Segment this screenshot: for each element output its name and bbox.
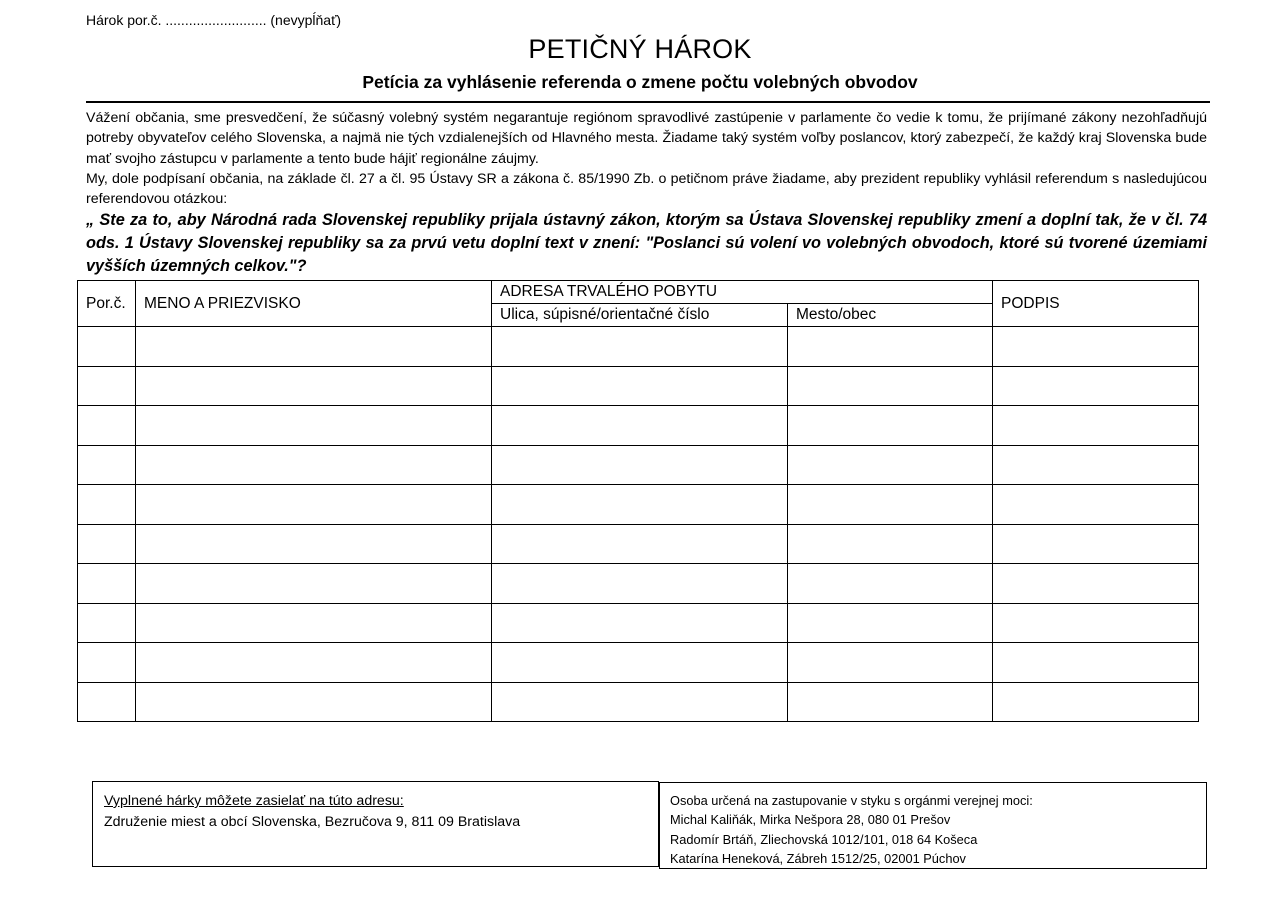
cell-street[interactable] <box>492 524 788 564</box>
representative-1: Michal Kaliňák, Mirka Nešpora 28, 080 01 Prešov <box>670 812 951 828</box>
table-row <box>78 445 1199 485</box>
cell-city[interactable] <box>788 406 993 446</box>
cell-signature[interactable] <box>993 524 1199 564</box>
cell-number[interactable] <box>78 445 136 485</box>
page-title: PETIČNÝ HÁROK <box>528 34 752 64</box>
cell-number[interactable] <box>78 682 136 722</box>
cell-name[interactable] <box>136 603 492 643</box>
referendum-question: „ Ste za to, aby Národná rada Slovenskej republiky prijala ústavný zákon, ktorým sa Ústava Slovenskej republiky zmení a doplní tak, že v čl. 74 ods. 1 Ústavy Slovenskej republiky sa za prvú vetu doplní text v znení: "Poslanci sú volení vo volebných obvodoch, ktoré sú tvorené územiami vyšších územných celkov."? <box>86 211 1207 276</box>
cell-number[interactable] <box>78 327 136 367</box>
cell-city[interactable] <box>788 485 993 525</box>
table-row <box>78 564 1199 604</box>
cell-city[interactable] <box>788 327 993 367</box>
cell-name[interactable] <box>136 643 492 683</box>
cell-street[interactable] <box>492 564 788 604</box>
cell-name[interactable] <box>136 327 492 367</box>
cell-name[interactable] <box>136 485 492 525</box>
cell-name[interactable] <box>136 524 492 564</box>
cell-signature[interactable] <box>993 327 1199 367</box>
table-row <box>78 327 1199 367</box>
cell-number[interactable] <box>78 366 136 406</box>
intro-paragraph-2: My, dole podpísaní občania, na základe čl. 27 a čl. 95 Ústavy SR a zákona č. 85/1990 Zb. o petičnom práve žiadame, aby prezident republiky vyhlásil referendum s nasledujúcou referendovou otázkou: <box>86 170 1207 208</box>
col-header-signature: PODPIS <box>993 281 1199 327</box>
cell-city[interactable] <box>788 564 993 604</box>
cell-street[interactable] <box>492 603 788 643</box>
cell-signature[interactable] <box>993 603 1199 643</box>
cell-signature[interactable] <box>993 445 1199 485</box>
cell-name[interactable] <box>136 366 492 406</box>
representative-3: Katarína Heneková, Zábreh 1512/25, 02001 Púchov <box>670 850 966 866</box>
table-row <box>78 603 1199 643</box>
cell-street[interactable] <box>492 366 788 406</box>
mailing-address-label: Vyplnené hárky môžete zasielať na túto adresu: <box>104 793 404 809</box>
cell-signature[interactable] <box>993 643 1199 683</box>
cell-city[interactable] <box>788 445 993 485</box>
col-header-name: MENO A PRIEZVISKO <box>136 281 492 327</box>
cell-signature[interactable] <box>993 366 1199 406</box>
representative-2: Radomír Brtáň, Zliechovská 1012/101, 018 64 Košeca <box>670 831 978 847</box>
table-row <box>78 485 1199 525</box>
mailing-address: Združenie miest a obcí Slovenska, Bezručova 9, 811 09 Bratislava <box>104 814 521 830</box>
representatives-box <box>659 782 1207 869</box>
table-row <box>78 524 1199 564</box>
cell-city[interactable] <box>788 366 993 406</box>
cell-number[interactable] <box>78 564 136 604</box>
col-header-city: Mesto/obec <box>788 304 993 327</box>
cell-number[interactable] <box>78 406 136 446</box>
cell-name[interactable] <box>136 445 492 485</box>
cell-signature[interactable] <box>993 485 1199 525</box>
cell-signature[interactable] <box>993 406 1199 446</box>
cell-name[interactable] <box>136 564 492 604</box>
sheet-number: Hárok por.č. .......................... (nevypĺňať) <box>86 12 342 28</box>
table-row <box>78 366 1199 406</box>
intro-paragraph-1: Vážení občania, sme presvedčení, že súčasný volebný systém negarantuje regiónom spravodlivé zastúpenie v parlamente čo vedie k tomu, že prijímané zákony nezohľadňujú potreby obyvateľov celého Slovenska, a najmä nie tých vzdialenejších od Hlavného mesta. Žiadame taký systém voľby poslancov, ktorý zabezpečí, že každý kraj Slovenska bude mať svojho zástupcu v parlamente a tento bude hájiť regionálne záujmy. <box>86 110 1207 167</box>
cell-street[interactable] <box>492 643 788 683</box>
cell-number[interactable] <box>78 643 136 683</box>
cell-number[interactable] <box>78 524 136 564</box>
cell-signature[interactable] <box>993 564 1199 604</box>
page-subtitle: Petícia za vyhlásenie referenda o zmene počtu volebných obvodov <box>362 72 918 92</box>
cell-city[interactable] <box>788 603 993 643</box>
cell-street[interactable] <box>492 445 788 485</box>
col-header-number: Por.č. <box>78 281 136 327</box>
table-row <box>78 406 1199 446</box>
header-divider <box>86 101 1210 103</box>
cell-city[interactable] <box>788 682 993 722</box>
mailing-address-box <box>92 781 659 867</box>
cell-signature[interactable] <box>993 682 1199 722</box>
cell-street[interactable] <box>492 682 788 722</box>
cell-number[interactable] <box>78 485 136 525</box>
cell-street[interactable] <box>492 327 788 367</box>
table-row <box>78 643 1199 683</box>
signature-table <box>77 280 1199 722</box>
cell-street[interactable] <box>492 485 788 525</box>
cell-city[interactable] <box>788 524 993 564</box>
col-header-address: ADRESA TRVALÉHO POBYTU <box>492 281 993 304</box>
cell-city[interactable] <box>788 643 993 683</box>
col-header-street: Ulica, súpisné/orientačné číslo <box>492 304 788 327</box>
representatives-label: Osoba určená na zastupovanie v styku s orgánmi verejnej moci: <box>670 793 1033 808</box>
cell-number[interactable] <box>78 603 136 643</box>
table-row <box>78 682 1199 722</box>
cell-name[interactable] <box>136 406 492 446</box>
cell-street[interactable] <box>492 406 788 446</box>
intro-text <box>86 108 1207 278</box>
cell-name[interactable] <box>136 682 492 722</box>
